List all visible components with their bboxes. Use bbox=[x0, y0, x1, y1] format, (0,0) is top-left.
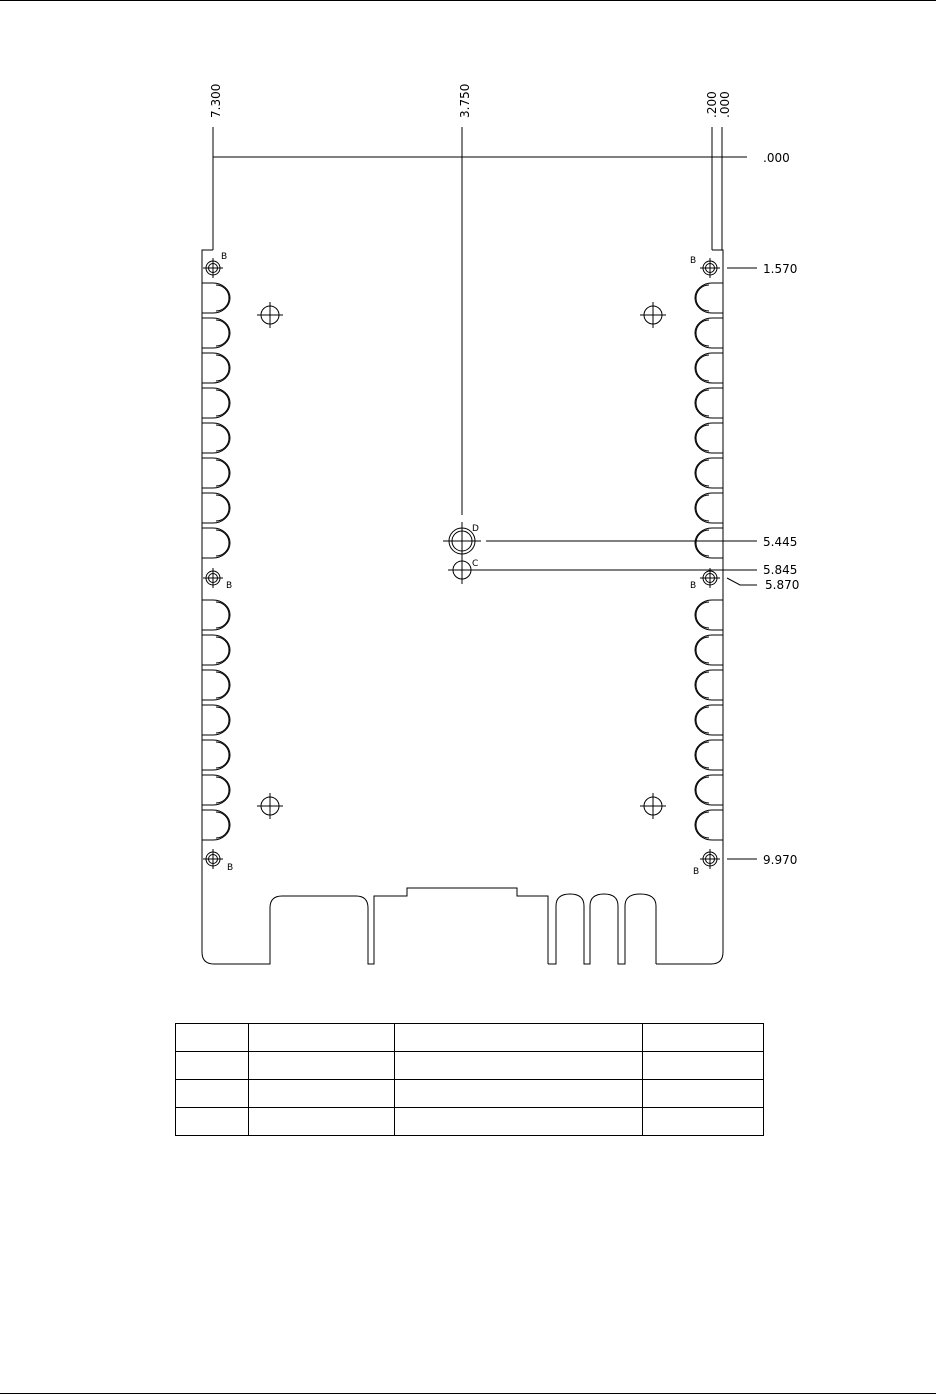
table-cell bbox=[395, 1080, 643, 1108]
right-scallop bbox=[695, 600, 723, 630]
table-cell bbox=[643, 1108, 764, 1136]
marker-b-mid-right: B bbox=[690, 581, 697, 591]
hole-table bbox=[175, 1023, 764, 1136]
outline-right-side bbox=[656, 250, 723, 964]
dim-label-center: 3.750 bbox=[458, 83, 472, 118]
right-scallop bbox=[695, 283, 723, 313]
marker-b-mid-left: B bbox=[226, 581, 233, 591]
right-scallops bbox=[695, 283, 723, 840]
right-scallop bbox=[695, 388, 723, 418]
left-scallop bbox=[202, 283, 230, 313]
table-row bbox=[176, 1108, 764, 1136]
table-cell bbox=[395, 1024, 643, 1052]
marker-d: D bbox=[472, 524, 479, 534]
bottom-fin-slots bbox=[548, 894, 656, 964]
right-scallop bbox=[695, 705, 723, 735]
table-cell bbox=[395, 1052, 643, 1080]
right-scallop bbox=[695, 528, 723, 558]
right-scallop bbox=[695, 810, 723, 840]
dim-label-left-edge: 7.300 bbox=[209, 83, 223, 118]
right-scallop bbox=[695, 740, 723, 770]
dim-label-hole-d: 5.445 bbox=[763, 535, 798, 549]
marker-c: C bbox=[472, 559, 479, 569]
dim-line-hole-row-2 bbox=[727, 578, 757, 585]
right-scallop bbox=[695, 670, 723, 700]
table-cell bbox=[395, 1108, 643, 1136]
table-cell bbox=[249, 1024, 395, 1052]
left-scallop bbox=[202, 705, 230, 735]
dim-label-hole-row-1: 1.570 bbox=[763, 262, 798, 276]
left-scallop bbox=[202, 670, 230, 700]
table-cell bbox=[643, 1080, 764, 1108]
dim-label-right-edge: .000 bbox=[718, 91, 732, 118]
marker-b-bottom-left: B bbox=[227, 863, 234, 873]
table-cell bbox=[643, 1052, 764, 1080]
table-cell bbox=[643, 1024, 764, 1052]
right-scallop bbox=[695, 353, 723, 383]
dim-label-hole-row-3: 9.970 bbox=[763, 853, 798, 867]
dim-label-right-inner: .200 bbox=[705, 91, 719, 118]
left-scallop bbox=[202, 635, 230, 665]
table-row bbox=[176, 1024, 764, 1052]
right-scallop bbox=[695, 318, 723, 348]
table-cell bbox=[249, 1080, 395, 1108]
table-row bbox=[176, 1052, 764, 1080]
marker-b-bottom-right: B bbox=[693, 867, 700, 877]
dim-label-hole-c: 5.845 bbox=[763, 563, 798, 577]
table-cell bbox=[176, 1108, 249, 1136]
table-cell bbox=[176, 1024, 249, 1052]
page-bottom-rule bbox=[0, 1393, 936, 1394]
left-scallops bbox=[202, 283, 233, 840]
table-row bbox=[176, 1080, 764, 1108]
left-scallop bbox=[202, 528, 230, 558]
left-scallop bbox=[202, 423, 230, 453]
dim-label-hole-row-2: 5.870 bbox=[765, 578, 800, 592]
left-scallop bbox=[202, 353, 230, 383]
left-scallop bbox=[202, 318, 230, 348]
table-cell bbox=[176, 1080, 249, 1108]
outline-left-bottom bbox=[202, 250, 548, 964]
left-scallop bbox=[202, 600, 230, 630]
right-scallop bbox=[695, 423, 723, 453]
dimension-lines bbox=[213, 127, 757, 859]
right-scallop bbox=[695, 635, 723, 665]
dim-label-top-edge: .000 bbox=[763, 151, 790, 165]
bottom-fins bbox=[548, 894, 656, 964]
table-cell bbox=[249, 1052, 395, 1080]
right-scallop bbox=[695, 493, 723, 523]
right-scallop bbox=[695, 458, 723, 488]
table-cell bbox=[176, 1052, 249, 1080]
left-scallop bbox=[202, 775, 230, 805]
marker-b-top-right: B bbox=[690, 256, 697, 266]
right-scallop bbox=[695, 775, 723, 805]
marker-b-top-left: B bbox=[221, 252, 228, 262]
left-scallop bbox=[202, 493, 230, 523]
left-scallop bbox=[202, 740, 230, 770]
table-cell bbox=[249, 1108, 395, 1136]
left-scallop bbox=[202, 388, 230, 418]
left-scallop bbox=[202, 810, 230, 840]
left-scallop bbox=[202, 458, 230, 488]
